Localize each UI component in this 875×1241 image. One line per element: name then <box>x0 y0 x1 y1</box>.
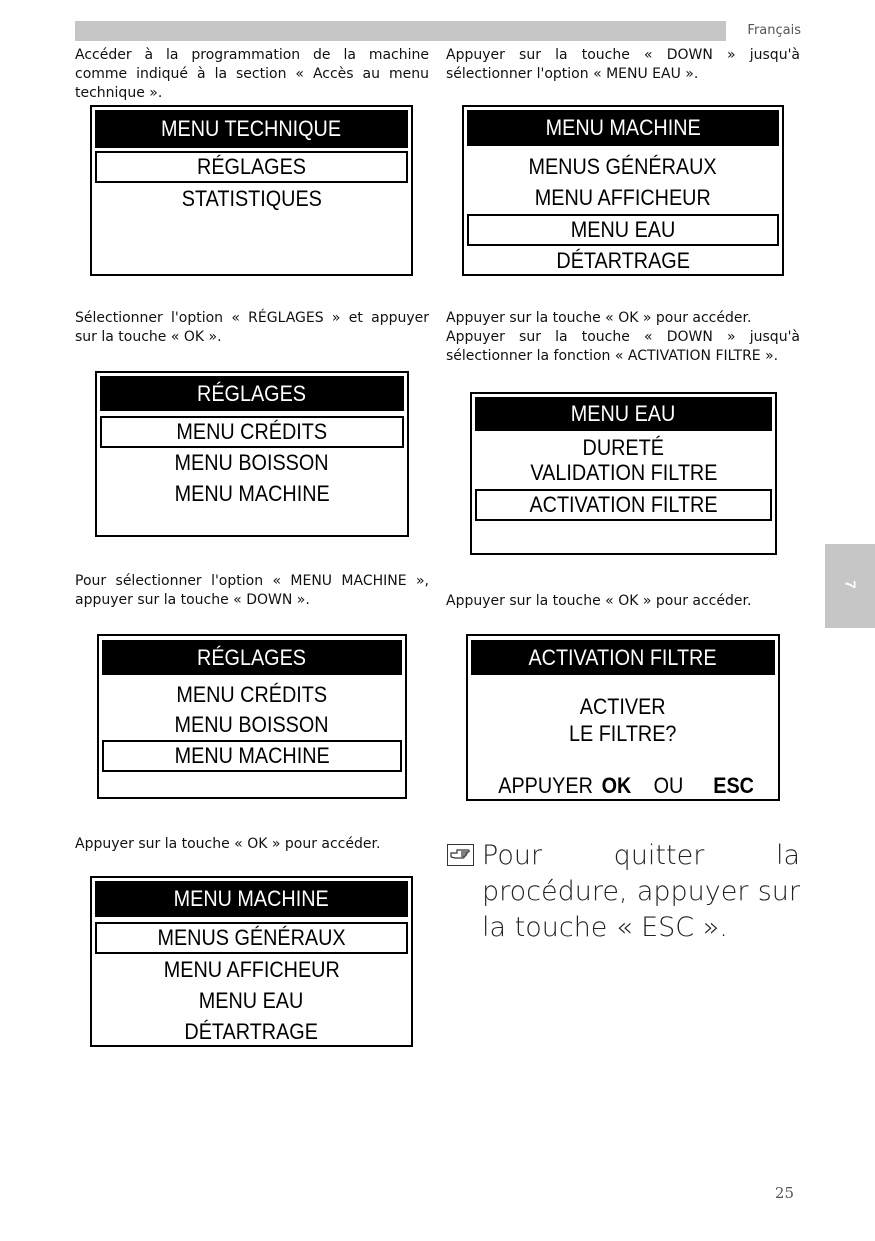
menu-option: DURETÉ <box>582 435 665 460</box>
screen-menu-machine-1 <box>90 876 413 1047</box>
screen-title: MENU EAU <box>475 397 772 431</box>
instruction-step6-line2: Appuyer sur la touche « DOWN » jusqu'à sélectionner la fonction « ACTIVATION FILTRE ». <box>446 329 800 364</box>
menu-option: MENU AFFICHEUR <box>534 185 712 210</box>
pointing-hand-icon <box>447 844 474 866</box>
screen-title: MENU TECHNIQUE <box>95 110 408 148</box>
screen-activation-filtre <box>466 634 780 801</box>
menu-option: DÉTARTRAGE <box>184 1019 319 1044</box>
screen-reglages-2 <box>97 634 407 799</box>
screen-title: RÉGLAGES <box>102 640 402 675</box>
prompt-line-2: LE FILTRE? <box>569 721 677 746</box>
section-tab <box>825 544 875 628</box>
screen-menu-machine-2 <box>462 105 784 276</box>
instruction-step6-line1: Appuyer sur la touche « OK » pour accéder. <box>446 310 752 326</box>
menu-option: VALIDATION FILTRE <box>529 460 718 485</box>
language-label: Français <box>747 23 801 38</box>
instruction-step4: Appuyer sur la touche « OK » pour accéder. <box>75 836 381 852</box>
screen-title: ACTIVATION FILTRE <box>471 640 775 675</box>
menu-option: MENUS GÉNÉRAUX <box>528 154 718 179</box>
menu-option: MENU MACHINE <box>174 481 330 506</box>
header-bar <box>75 21 726 41</box>
instruction-step3: Pour sélectionner l'option « MENU MACHINE », appuyer sur la touche « DOWN ». <box>75 573 429 608</box>
menu-option: MENU BOISSON <box>174 450 330 475</box>
menu-option: DÉTARTRAGE <box>556 248 690 273</box>
menu-option-selected: RÉGLAGES <box>95 151 408 183</box>
instruction-step7: Appuyer sur la touche « OK » pour accéder. <box>446 593 752 609</box>
instruction-step6 <box>446 309 800 366</box>
screen-title: MENU MACHINE <box>467 110 779 146</box>
screen-title: RÉGLAGES <box>100 376 404 411</box>
screen-reglages-1 <box>95 371 409 537</box>
menu-option-selected: MENU CRÉDITS <box>100 416 404 448</box>
screen-title: MENU MACHINE <box>95 881 408 917</box>
menu-option: MENU AFFICHEUR <box>163 957 340 982</box>
instruction-step5: Appuyer sur la touche « DOWN » jusqu'à sélectionner l'option « MENU EAU ». <box>446 47 800 82</box>
menu-option: STATISTIQUES <box>181 186 322 211</box>
menu-option: MENU CRÉDITS <box>176 682 328 707</box>
menu-option: MENU BOISSON <box>174 712 330 737</box>
section-number: 7 <box>841 580 859 589</box>
menu-option-selected: MENU MACHINE <box>102 740 402 772</box>
note-text: Pour quitter la procédure, appuyer sur la touche « ESC ». <box>482 840 800 943</box>
screen-menu-eau <box>470 392 777 555</box>
instruction-step1: Accéder à la programmation de la machine comme indiqué à la section « Accès au menu technique ». <box>75 47 429 101</box>
menu-option-selected: ACTIVATION FILTRE <box>475 489 772 521</box>
menu-option: MENU EAU <box>199 988 304 1013</box>
page-number: 25 <box>774 1184 794 1202</box>
confirm-row: APPUYER OK OU ESC <box>498 773 754 798</box>
instruction-step2: Sélectionner l'option « RÉGLAGES » et appuyer sur la touche « OK ». <box>75 310 429 345</box>
screen-menu-technique <box>90 105 413 276</box>
menu-option-selected: MENU EAU <box>467 214 779 246</box>
prompt-line-1: ACTIVER <box>580 694 666 719</box>
menu-option-selected: MENUS GÉNÉRAUX <box>95 922 408 954</box>
